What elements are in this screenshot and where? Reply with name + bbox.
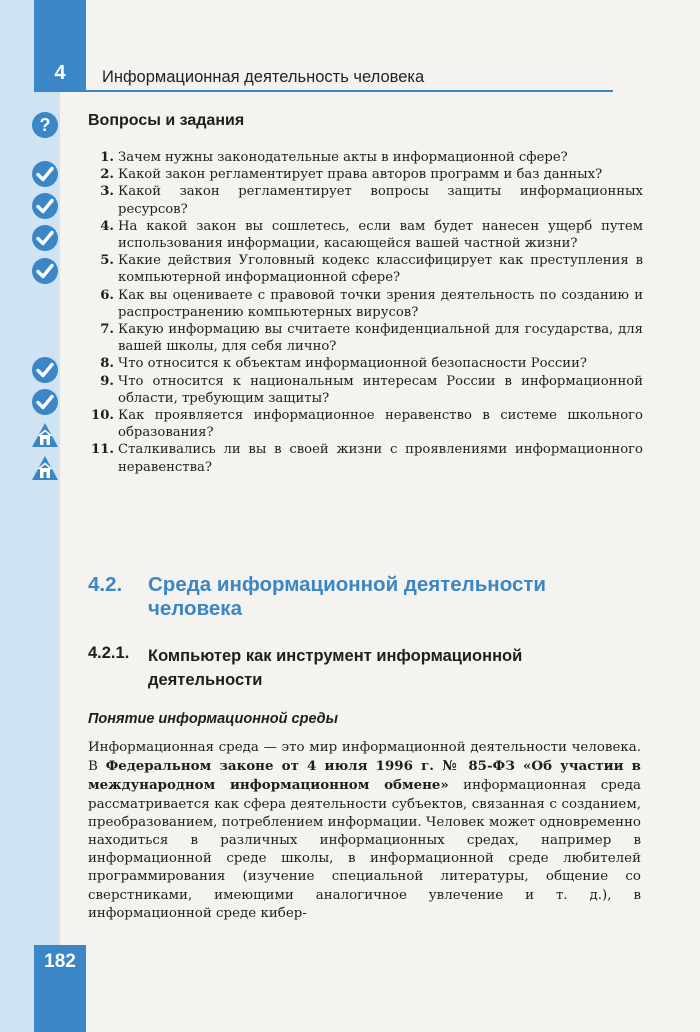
- question-number: 10.: [91, 408, 114, 424]
- question-number: 7.: [100, 322, 114, 338]
- question-item: [88, 252, 643, 286]
- question-text: Какие действия Уголовный кодекс классифицирует как преступления в компьютерной информационной сфере?: [118, 253, 643, 286]
- body-paragraph: [88, 739, 641, 923]
- header-rule: [86, 90, 613, 92]
- question-text: Как проявляется информационное неравенство в системе школьного образования?: [118, 408, 643, 441]
- question-number: 6.: [100, 287, 114, 303]
- check-icon: [30, 387, 60, 417]
- home-task-icon: [30, 420, 60, 450]
- question-number: 8.: [100, 356, 114, 372]
- question-number: 2.: [100, 167, 114, 183]
- check-icon: [30, 159, 60, 189]
- question-item: [88, 321, 643, 355]
- question-number: 9.: [100, 373, 114, 389]
- check-icon: [30, 355, 60, 385]
- question-text: Какую информацию вы считаете конфиденциальной для государства, для вашей школы, для себя лично?: [118, 322, 643, 355]
- question-text: Какой закон регламентирует вопросы защиты информационных ресурсов?: [118, 184, 643, 217]
- question-icon: [30, 110, 60, 140]
- question-item: [88, 183, 643, 217]
- subsection-number: 4.2.1.: [88, 644, 130, 662]
- body-text-part: Информационная среда — это мир информационной деятельности человека. В: [88, 740, 641, 775]
- section-number: 4.2.: [88, 573, 123, 596]
- question-text: Что относится к национальным интересам России в информационной области, требующим защиты?: [118, 373, 643, 406]
- question-item: [88, 441, 643, 475]
- question-number: 1.: [100, 150, 114, 165]
- check-icon: [30, 191, 60, 221]
- chapter-title: Информационная деятельность человека: [102, 68, 425, 86]
- question-item: [88, 149, 643, 166]
- question-item: [88, 218, 643, 252]
- questions-list: [88, 149, 643, 476]
- chapter-tab: [34, 0, 86, 92]
- question-text: Сталкивались ли вы в своей жизни с проявлениями информационного неравенства?: [118, 442, 643, 475]
- questions-heading: Вопросы и задания: [88, 112, 245, 129]
- question-text: Что относится к объектам информационной безопасности России?: [118, 356, 587, 372]
- margin-strip: [0, 0, 60, 1032]
- body-text-part: информационная среда рассматривается как сфера деятельности субъектов, связанная с созданием, преобразованием, потреблением информации. Человек может одновременно находиться в различных информационных средах, например в информационной среде школы, в информационной среде любителей программирования (изучение специальной литературы, общение со сверстниками, имеющими аналогичное увлечение и т. д.), в информационной среде кибер-: [88, 778, 642, 921]
- law-reference: Федеральном законе от 4 июля 1996 г. № 85-ФЗ «Об участии в международном информационном обмене»: [88, 758, 641, 794]
- question-item: [88, 355, 643, 372]
- question-item: [88, 166, 643, 183]
- question-item: [88, 373, 643, 407]
- question-text: На какой закон вы сошлетесь, если вам будет нанесен ущерб путем использования информации, касающейся вашей частной жизни?: [118, 218, 643, 252]
- page-number: 182: [44, 951, 76, 972]
- home-task-icon: [30, 453, 60, 483]
- question-number: 4.: [100, 218, 114, 234]
- question-text: Зачем нужны законодательные акты в информационной сфере?: [118, 150, 568, 165]
- svg-text:?: ?: [39, 115, 51, 135]
- check-icon: [30, 223, 60, 253]
- question-number: 5.: [100, 253, 114, 269]
- question-number: 11.: [91, 442, 114, 458]
- question-text: Какой закон регламентирует права авторов программ и баз данных?: [118, 167, 603, 183]
- question-item: [88, 287, 643, 321]
- question-item: [88, 407, 643, 441]
- question-text: Как вы оцениваете с правовой точки зрения деятельность по созданию и распространению компьютерных вирусов?: [118, 287, 643, 320]
- chapter-number: 4: [54, 62, 66, 84]
- subsection-title: Компьютер как инструмент информационной деятельности: [148, 647, 523, 689]
- check-icon: [30, 256, 60, 286]
- section-title: Среда информационной деятельности человека: [148, 573, 546, 620]
- question-number: 3.: [100, 184, 114, 200]
- concept-heading: Понятие информационной среды: [88, 711, 339, 727]
